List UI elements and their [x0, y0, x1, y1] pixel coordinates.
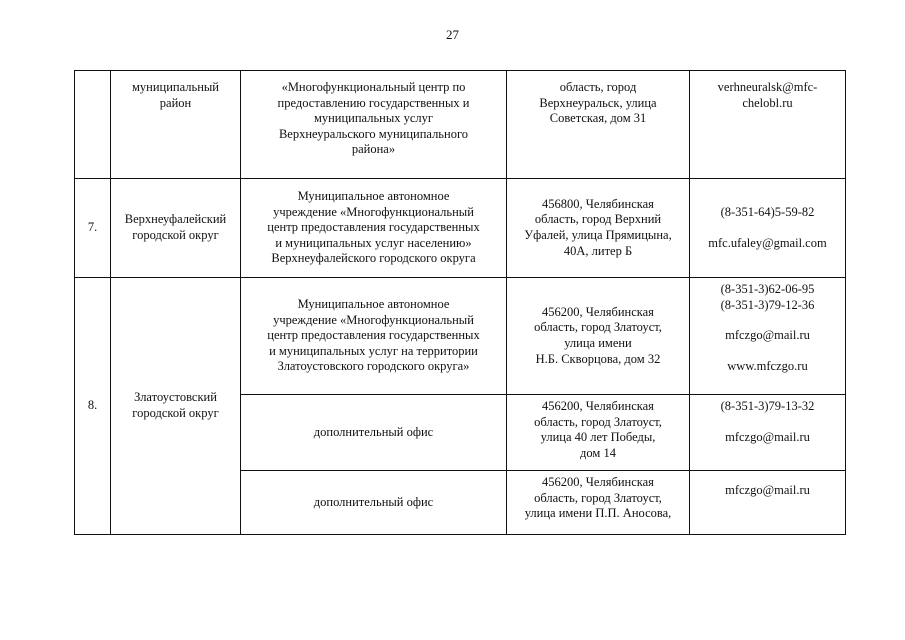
address-line: 456200, Челябинская [542, 304, 654, 319]
name-line: Верхнеуральского муниципального [278, 126, 469, 141]
website-line: www.mfczgo.ru [727, 358, 808, 373]
table-row-8 [75, 278, 846, 395]
name-line: центр предоставления государственных [267, 328, 480, 343]
mfc-table [74, 70, 846, 535]
name-line: «Многофункциональный центр по [281, 80, 466, 94]
district-line: Златоустовский [134, 390, 217, 405]
email-line: mfczgo@mail.ru [725, 328, 810, 343]
address-line: область, город Златоуст, [534, 490, 662, 505]
address-line: область, город Златоуст, [534, 414, 662, 429]
district-line: городской округ [132, 406, 219, 420]
address-line: 40А, литер Б [563, 243, 633, 258]
name-line: муниципальных услуг [313, 111, 434, 126]
address-cell [507, 278, 690, 395]
address-line: улица 40 лет Победы, [540, 430, 656, 445]
phone-line: (8-351-3)62-06-95 [720, 282, 815, 296]
contacts-cell [690, 179, 846, 278]
institution-name-cell: дополнительный офис [241, 395, 507, 471]
name-line: учреждение «Многофункциональный [273, 204, 474, 219]
address-line: Н.Б. Скворцова, дом 32 [535, 351, 661, 366]
address-cell [507, 179, 690, 278]
contacts-cell [690, 471, 846, 535]
name-line: Верхнеуфалейского городского округа [271, 251, 476, 266]
name-line: предоставлению государственных и [277, 95, 470, 110]
address-line: область, город Златоуст, [534, 320, 662, 335]
table-row-continued [75, 71, 846, 179]
address-line: область, город Верхний [534, 212, 662, 227]
name-line: и муниципальных услуг населению» [275, 235, 472, 250]
district-line: Верхнеуфалейский [124, 212, 227, 227]
district-cell [111, 278, 241, 535]
contacts-cell [690, 71, 846, 179]
number-cell: 7. [75, 179, 111, 278]
table-row-7 [75, 179, 846, 278]
address-cell [507, 471, 690, 535]
name-line: Златоустовского городского округа» [277, 359, 470, 374]
email-line: verhneuralsk@mfc- [717, 80, 818, 94]
district-line: муниципальный [132, 80, 219, 94]
phone-line: (8-351-3)79-12-36 [720, 297, 815, 312]
district-cell [111, 179, 241, 278]
address-line: 456200, Челябинская [542, 399, 654, 413]
name-line: центр предоставления государственных [267, 220, 480, 235]
institution-name-cell [241, 71, 507, 179]
contacts-cell [690, 395, 846, 471]
name-line: Муниципальное автономное [297, 297, 450, 312]
email-line: mfczgo@mail.ru [725, 483, 810, 497]
email-line: mfczgo@mail.ru [725, 429, 810, 444]
phone-line: (8-351-64)5-59-82 [720, 204, 815, 219]
page-number: 27 [446, 27, 459, 42]
district-line: район [159, 95, 192, 110]
address-line: Советская, дом 31 [549, 111, 647, 126]
address-line: Уфалей, улица Прямицына, [524, 228, 672, 242]
address-cell [507, 395, 690, 471]
number-cell: 8. [75, 278, 111, 535]
district-cell [111, 71, 241, 179]
name-line: и муниципальных услуг на территории [269, 343, 478, 358]
institution-name-cell [241, 278, 507, 395]
address-cell [507, 71, 690, 179]
name-line: района» [351, 142, 396, 157]
email-line: chelobl.ru [742, 95, 793, 110]
phone-line: (8-351-3)79-13-32 [720, 399, 815, 413]
address-line: дом 14 [580, 445, 616, 460]
district-line: городской округ [132, 228, 219, 242]
name-line: Муниципальное автономное [297, 189, 450, 204]
number-cell [75, 71, 111, 179]
address-line: 456200, Челябинская [542, 475, 654, 489]
address-line: 456800, Челябинская [542, 196, 654, 211]
address-line: область, город [559, 80, 637, 94]
address-line: улица имени [564, 336, 632, 350]
contacts-cell [690, 278, 846, 395]
institution-name-cell [241, 179, 507, 278]
address-line: Верхнеуральск, улица [539, 95, 657, 110]
institution-name-cell: дополнительный офис [241, 471, 507, 535]
email-line: mfc.ufaley@gmail.com [708, 235, 827, 250]
name-line: учреждение «Многофункциональный [273, 312, 474, 327]
address-line: улица имени П.П. Аносова, [524, 506, 672, 521]
